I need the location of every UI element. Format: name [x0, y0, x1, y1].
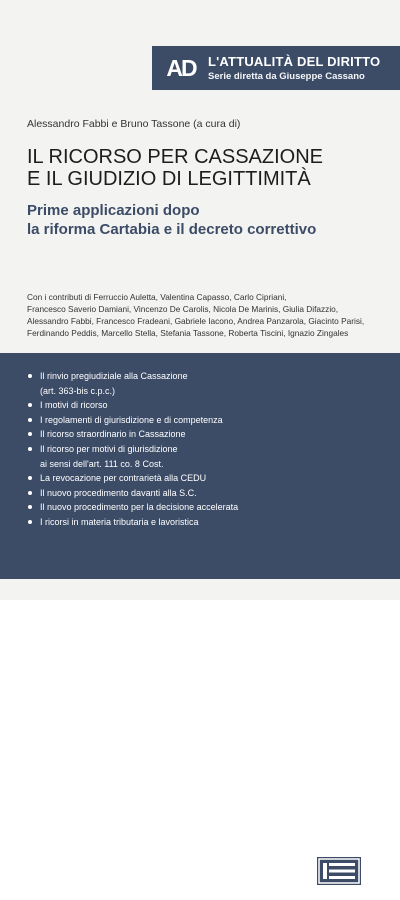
series-title: L'ATTUALITÀ DEL DIRITTO — [208, 54, 381, 69]
bullet-icon — [28, 374, 32, 378]
bullet-icon — [28, 491, 32, 495]
contributors-line: Con i contributi di Ferruccio Auletta, Valentina Capasso, Carlo Cipriani, — [27, 292, 287, 302]
topic-item: I regolamenti di giurisdizione e di competenza — [28, 413, 328, 428]
authors: Alessandro Fabbi e Bruno Tassone (a cura di) — [27, 118, 241, 130]
book-subtitle — [27, 201, 387, 239]
publisher-name: MAGGIOLI EDITORE — [320, 886, 358, 900]
bullet-icon — [28, 432, 32, 436]
topics-list — [28, 369, 328, 530]
book-title-line: IL RICORSO PER CASSAZIONE — [27, 146, 323, 168]
publisher-logo — [313, 857, 365, 899]
bullet-icon — [28, 520, 32, 524]
topic-item: Il ricorso straordinario in Cassazione — [28, 427, 328, 442]
contributors-line: Ferdinando Peddis, Marcello Stella, Stefania Tassone, Roberta Tiscini, Ignazio Zingales — [27, 328, 349, 338]
bullet-icon — [28, 418, 32, 422]
bullet-icon — [28, 447, 32, 451]
topic-item: Il nuovo procedimento per la decisione accelerata — [28, 500, 328, 515]
topic-item: Il rinvio pregiudiziale alla Cassazione (art. 363-bis c.p.c.) — [28, 369, 328, 398]
bullet-icon — [28, 505, 32, 509]
series-text — [208, 54, 380, 82]
topic-item: I motivi di ricorso — [28, 398, 328, 413]
contributors-line: Francesco Saverio Damiani, Vincenzo De Carolis, Nicola De Marinis, Giulia Difazzio, — [27, 304, 339, 314]
bullet-icon — [28, 403, 32, 407]
topics-panel — [0, 353, 400, 900]
book-title — [27, 146, 387, 190]
topic-item: I ricorsi in materia tributaria e lavoristica — [28, 515, 328, 530]
series-subtitle: Serie diretta da Giuseppe Cassano — [208, 71, 365, 82]
topic-item: Il ricorso per motivi di giurisdizione ai sensi dell'art. 111 co. 8 Cost. — [28, 442, 328, 471]
book-title-line: E IL GIUDIZIO DI LEGITTIMITÀ — [27, 168, 311, 190]
contributors-line: Alessandro Fabbi, Francesco Fradeani, Gabriele Iacono, Andrea Panzarola, Giacinto Parisi, — [27, 316, 365, 326]
book-subtitle-line: la riforma Cartabia e il decreto correttivo — [27, 221, 317, 238]
topic-item: La revocazione per contrarietà alla CEDU — [28, 471, 328, 486]
topic-item: Il nuovo procedimento davanti alla S.C. — [28, 486, 328, 501]
series-banner — [152, 46, 400, 90]
book-subtitle-line: Prime applicazioni dopo — [27, 202, 200, 219]
publisher-mark-icon — [317, 857, 361, 885]
series-logo: AD — [166, 54, 196, 81]
contributors — [27, 291, 377, 339]
bullet-icon — [28, 476, 32, 480]
